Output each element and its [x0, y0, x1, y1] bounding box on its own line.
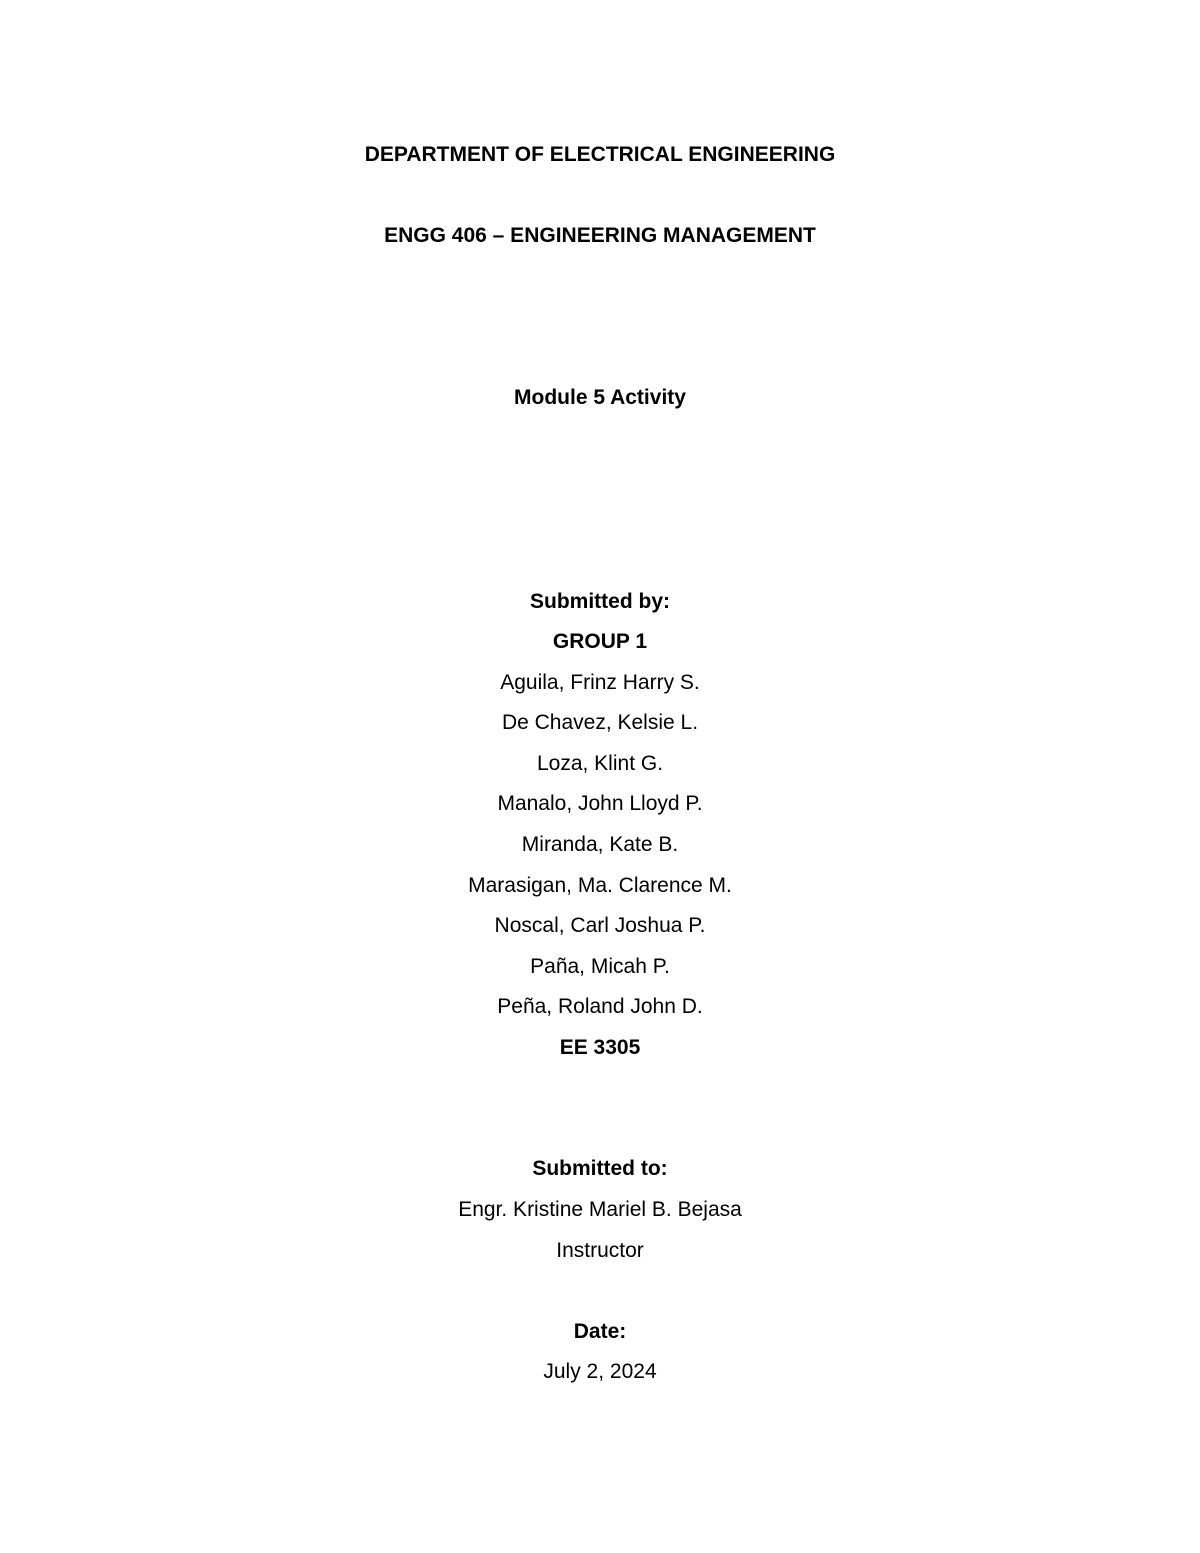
- member-name: Miranda, Kate B.: [521, 833, 679, 856]
- member-name: Paña, Micah P.: [530, 955, 670, 978]
- section-code: EE 3305: [559, 1036, 641, 1059]
- member-name: Marasigan, Ma. Clarence M.: [468, 874, 732, 897]
- member-name: Loza, Klint G.: [536, 752, 664, 775]
- submitted-by-label: Submitted by:: [530, 590, 670, 613]
- member-name: Aguila, Frinz Harry S.: [500, 671, 700, 694]
- course-heading: ENGG 406 – ENGINEERING MANAGEMENT: [384, 224, 816, 247]
- department-heading: DEPARTMENT OF ELECTRICAL ENGINEERING: [364, 143, 836, 166]
- activity-title: Module 5 Activity: [514, 386, 686, 409]
- instructor-role: Instructor: [556, 1239, 644, 1262]
- member-name: Peña, Roland John D.: [497, 995, 703, 1018]
- group-name: GROUP 1: [552, 630, 648, 653]
- submitted-to-label: Submitted to:: [532, 1157, 668, 1180]
- member-name: Noscal, Carl Joshua P.: [494, 914, 706, 937]
- member-name: Manalo, John Lloyd P.: [497, 792, 703, 815]
- date-label: Date:: [573, 1320, 627, 1343]
- date-value: July 2, 2024: [543, 1360, 657, 1383]
- instructor-name: Engr. Kristine Mariel B. Bejasa: [458, 1198, 742, 1221]
- member-name: De Chavez, Kelsie L.: [501, 711, 699, 734]
